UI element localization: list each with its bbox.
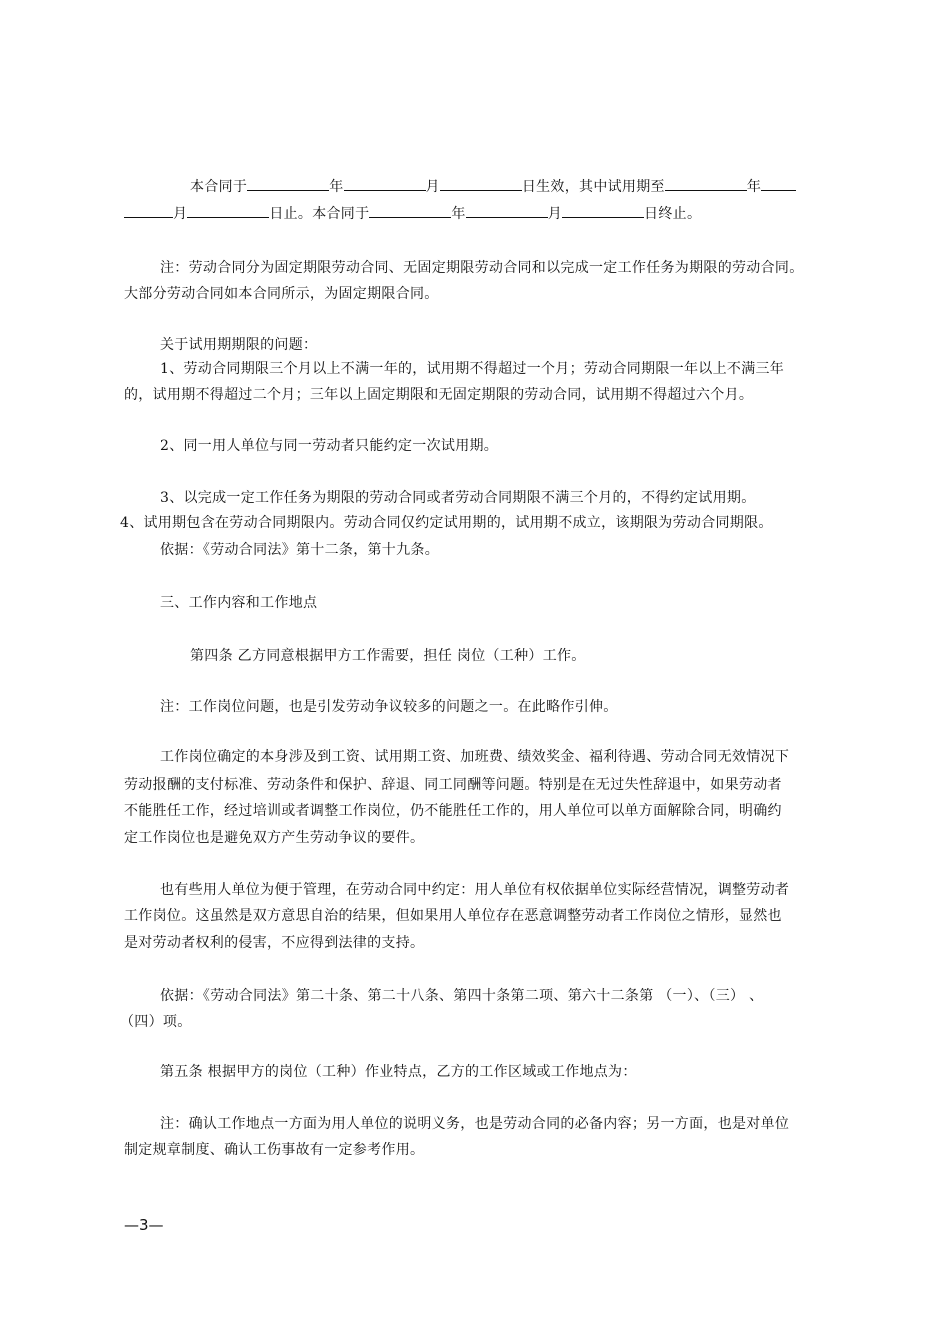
article-4: 第四条 乙方同意根据甲方工作需要，担任 岗位（工种）工作。 <box>190 648 586 664</box>
effective-label: 日生效，其中试用期至 <box>521 179 665 195</box>
day-blank[interactable] <box>440 176 522 191</box>
date-prefix: 本合同于 <box>190 179 248 195</box>
note-position: 注：工作岗位问题，也是引发劳动争议较多的问题之一。在此略作引伸。 <box>160 699 618 715</box>
probation-month-blank-end[interactable] <box>124 203 173 218</box>
position-para-2-line-2: 工作岗位。这虽然是双方意思自治的结果，但如果用人单位存在恶意调整劳动者工作岗位之情形，显然也 <box>124 908 782 924</box>
position-para-1-line-3: 不能胜任工作，经过培训或者调整工作岗位，仍不能胜任工作的，用人单位可以单方面解除合同，明确约 <box>124 803 782 819</box>
note-contract-types-line-1: 注：劳动合同分为固定期限劳动合同、无固定期限劳动合同和以完成一定工作任务为期限的劳动合同。 <box>160 260 804 276</box>
position-para-1-line-4: 定工作岗位也是避免双方产生劳动争议的要件。 <box>124 830 425 846</box>
probation-year-label: 年 <box>746 179 762 195</box>
probation-day-blank[interactable] <box>187 203 269 218</box>
position-para-1-line-1: 工作岗位确定的本身涉及到工资、试用期工资、加班费、绩效奖金、福利待遇、劳动合同无效情况下 <box>160 749 790 765</box>
page-number: —3— <box>124 1216 164 1234</box>
position-para-2-line-3: 是对劳动者权利的侵害，不应得到法律的支持。 <box>124 935 425 951</box>
probation-heading: 关于试用期期限的问题： <box>160 337 318 353</box>
section-3-heading: 三、工作内容和工作地点 <box>160 595 318 611</box>
probation-year-blank[interactable] <box>665 176 747 191</box>
probation-item-1-line-1: 1、劳动合同期限三个月以上不满一年的，试用期不得超过一个月；劳动合同期限一年以上不满三年 <box>160 361 785 377</box>
probation-item-4: 4、试用期包含在劳动合同期限内。劳动合同仅约定试用期的，试用期不成立，该期限为劳动合同期限。 <box>120 515 773 531</box>
probation-item-3: 3、以完成一定工作任务为期限的劳动合同或者劳动合同期限不满三个月的，不得约定试用期。 <box>160 490 756 506</box>
month-label: 月 <box>425 179 440 195</box>
year-blank[interactable] <box>247 176 329 191</box>
note-location-line-2: 制定规章制度、确认工伤事故有一定参考作用。 <box>124 1142 425 1158</box>
year-label: 年 <box>329 179 344 195</box>
term-start-label: 日止。本合同于 <box>269 206 370 222</box>
note-location-line-1: 注：确认工作地点一方面为用人单位的说明义务，也是劳动合同的必备内容；另一方面，也是对单位 <box>160 1116 790 1132</box>
probation-month-label: 月 <box>173 206 188 222</box>
probation-basis: 依据：《劳动合同法》第十二条，第十九条。 <box>160 542 439 558</box>
position-basis-line-1: 依据：《劳动合同法》第二十条、第二十八条、第四十条第二项、第六十二条第 （一）、（三） 、 <box>160 988 764 1004</box>
end-month-blank[interactable] <box>466 203 548 218</box>
end-day-blank[interactable] <box>562 203 644 218</box>
contract-date-line-1 <box>190 176 796 196</box>
end-year-label: 年 <box>451 206 466 222</box>
end-year-blank[interactable] <box>369 203 451 218</box>
position-basis-line-2: （四）项。 <box>120 1014 192 1030</box>
article-5: 第五条 根据甲方的岗位（工种）作业特点，乙方的工作区域或工作地点为： <box>160 1064 637 1080</box>
end-month-label: 月 <box>547 206 563 222</box>
term-end-label: 日终止。 <box>644 206 702 222</box>
note-contract-types-line-2: 大部分劳动合同如本合同所示，为固定期限合同。 <box>124 286 439 302</box>
probation-item-2: 2、同一用人单位与同一劳动者只能约定一次试用期。 <box>160 438 499 454</box>
position-para-1-line-2: 劳动报酬的支付标准、劳动条件和保护、辞退、同工同酬等问题。特别是在无过失性辞退中，如果劳动者 <box>124 777 782 793</box>
contract-date-line-2 <box>124 203 701 223</box>
probation-month-blank-start[interactable] <box>761 176 796 191</box>
position-para-2-line-1: 也有些用人单位为便于管理，在劳动合同中约定：用人单位有权依据单位实际经营情况，调整劳动者 <box>160 882 790 898</box>
month-blank[interactable] <box>344 176 426 191</box>
probation-item-1-line-2: 的，试用期不得超过二个月；三年以上固定期限和无固定期限的劳动合同，试用期不得超过六个月。 <box>124 387 754 403</box>
